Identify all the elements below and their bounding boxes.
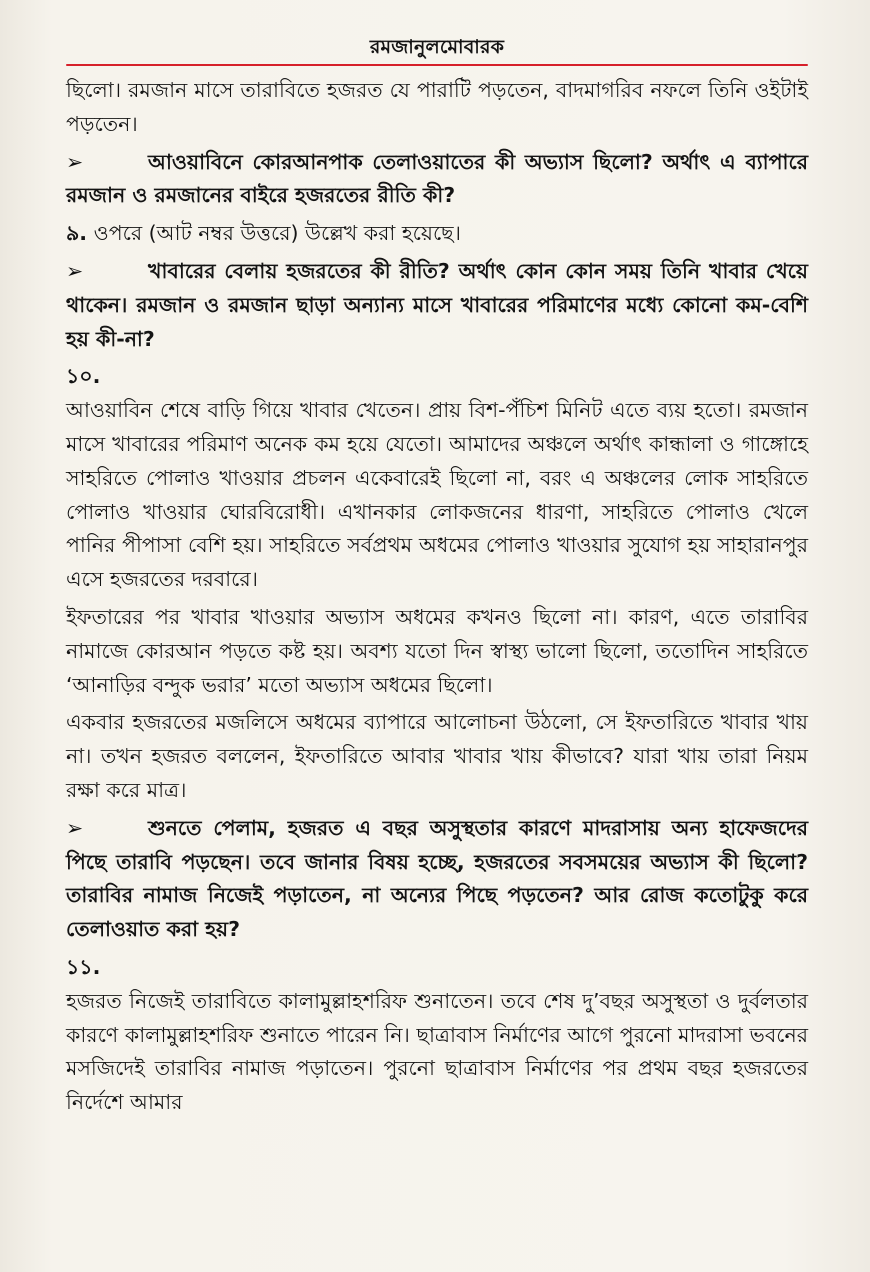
question-text: আওয়াবিনে কোরআনপাক তেলাওয়াতের কী অভ্যাস ছিলো? অর্থাৎ এ ব্যাপারে রমজান ও রমজানের বাইরে হজরতের রীতি কী? (66, 149, 808, 208)
answer-number: ১১. (66, 954, 101, 979)
question (66, 146, 808, 214)
question-text: শুনতে পেলাম, হজরত এ বছর অসুস্থতার কারণে মাদরাসায় অন্য হাফেজদের পিছে তারাবি পড়ছেন। তবে জানার বিষয় হচ্ছে, হজরতের সবসময়ের অভ্যাস কী ছিলো? তারাবির নামাজ নিজেই পড়াতেন, না অন্যের পিছে পড়তেন? আর রোজ কতোটুকু করে তেলাওয়াত করা হয়? (66, 815, 808, 942)
answer-number: ৯. (66, 221, 88, 246)
answer-number: ১০. (66, 364, 101, 389)
paragraph-text: ইফতারের পর খাবার খাওয়ার অভ্যাস অধমের কখনও ছিলো না। কারণ, এতে তারাবির নামাজে কোরআন পড়তে কষ্ট হয়। অবশ্য যতো দিন স্বাস্থ্য ভালো ছিলো, ততোদিন সাহরিতে ‘আনাড়ির বন্দুক ভরার’ মতো অভ্যাস অধমের ছিলো। (66, 604, 808, 697)
question (66, 255, 808, 356)
paragraph-text: ছিলো। রমজান মাসে তারাবিতে হজরত যে পারাটি পড়তেন, বাদমাগরিব নফলে তিনি ওইটাই পড়তেন। (66, 78, 808, 136)
answer-text: ওপরে (আট নম্বর উত্তরে) উল্লেখ করা হয়েছে। (93, 221, 461, 246)
paragraph-text: একবার হজরতের মজলিসে অধমের ব্যাপারে আলোচনা উঠলো, সে ইফতারিতে খাবার খায় না। তখন হজরত বললেন, ইফতারিতে আবার খাবার খায় কীভাবে? যারা খায় তারা নিয়ম রক্ষা করে মাত্র। (66, 710, 808, 802)
question (66, 812, 808, 947)
numbered-answer (66, 217, 808, 251)
header-rule (66, 64, 808, 66)
arrow-bullet-icon: ➢ (66, 149, 84, 174)
arrow-bullet-icon: ➢ (66, 815, 84, 840)
page-body (66, 74, 808, 1120)
paragraph (66, 601, 808, 702)
paragraph (66, 985, 808, 1120)
paragraph-text: আওয়াবিন শেষে বাড়ি গিয়ে খাবার খেতেন। প্রায় বিশ-পঁচিশ মিনিট এতে ব্যয় হতো। রমজান মাসে খাবারের পরিমাণ অনেক কম হয়ে যেতো। আমাদের অঞ্চলে অর্থাৎ কান্ধালা ও গাঙ্গোহে সাহরিতে পোলাও খাওয়ার প্রচলন একেবারেই ছিলো না, বরং এ অঞ্চলের লোক সাহরিতে পোলাও খাওয়ার ঘোরবিরোধী। এখানকার লোকজনের ধারণা, সাহরিতে পোলাও খেলে পানির পীপাসা বেশি হয়। সাহরিতে সর্বপ্রথম অধমের পোলাও খাওয়ার সুযোগ হয় সাহারানপুর এসে হজরতের দরবারে। (66, 398, 808, 592)
paragraph (66, 74, 808, 142)
running-head: রমজানুলমোবারক (369, 36, 505, 58)
question-text: খাবারের বেলায় হজরতের কী রীতি? অর্থাৎ কোন কোন সময় তিনি খাবার খেয়ে থাকেন। রমজান ও রমজান ছাড়া অন্যান্য মাসে খাবারের পরিমাণের মধ্যে কোনো কম-বেশি হয় কী-না? (66, 258, 808, 351)
arrow-bullet-icon: ➢ (66, 258, 84, 283)
paragraph (66, 394, 808, 597)
paragraph-text: হজরত নিজেই তারাবিতে কালামুল্লাহশরিফ শুনাতেন। তবে শেষ দু’বছর অসুস্থতা ও দুর্বলতার কারণে কালামুল্লাহশরিফ শুনাতে পারেন নি। ছাত্রাবাস নির্মাণের আগে পুরনো মাদরাসা ভবনের মসজিদেই তারাবির নামাজ পড়াতেন। পুরনো ছাত্রাবাস নির্মাণের পর প্রথম বছর হজরতের নির্দেশে আমার (66, 988, 808, 1115)
paragraph (66, 706, 808, 807)
